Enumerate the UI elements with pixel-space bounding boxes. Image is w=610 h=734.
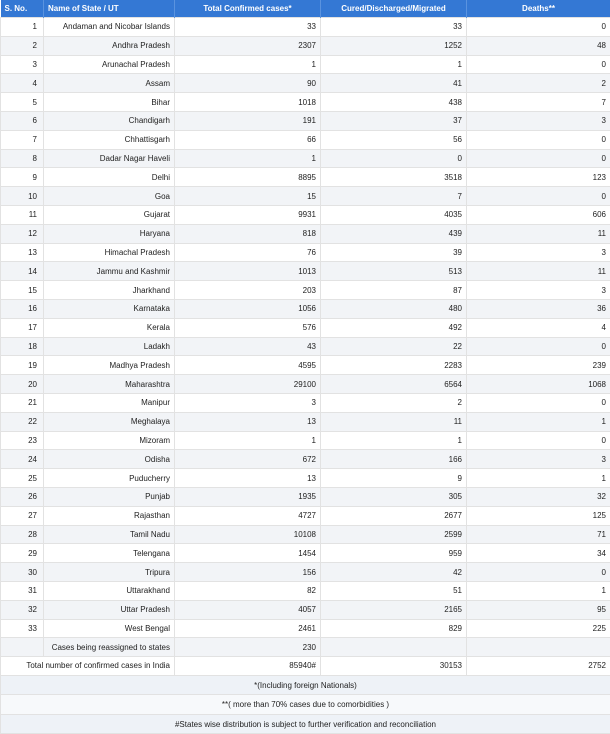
table-row [1, 168, 610, 187]
row-sno: 13 [1, 243, 44, 262]
row-deaths: 71 [467, 525, 610, 544]
table-row [1, 525, 610, 544]
table-row [1, 469, 610, 488]
table-row [1, 581, 610, 600]
row-confirmed: 1056 [175, 299, 321, 318]
table-body [1, 18, 610, 638]
row-deaths: 0 [467, 393, 610, 412]
row-confirmed: 2461 [175, 619, 321, 638]
table-row [1, 412, 610, 431]
header-sno: S. No. [1, 0, 44, 18]
row-cured: 959 [321, 544, 467, 563]
row-sno: 6 [1, 111, 44, 130]
row-deaths: 0 [467, 55, 610, 74]
row-cured: 39 [321, 243, 467, 262]
row-cured: 305 [321, 487, 467, 506]
row-state-name: West Bengal [44, 619, 175, 638]
row-cured: 1252 [321, 36, 467, 55]
row-sno: 15 [1, 281, 44, 300]
table-row [1, 18, 610, 37]
row-deaths: 32 [467, 487, 610, 506]
row-sno: 29 [1, 544, 44, 563]
row-state-name: Haryana [44, 224, 175, 243]
table-row [1, 375, 610, 394]
row-deaths: 34 [467, 544, 610, 563]
row-deaths: 125 [467, 506, 610, 525]
row-deaths: 0 [467, 563, 610, 582]
row-confirmed: 1018 [175, 93, 321, 112]
row-state-name: Maharashtra [44, 375, 175, 394]
note-row-verification [1, 714, 610, 734]
row-confirmed: 66 [175, 130, 321, 149]
table-row [1, 431, 610, 450]
row-sno: 14 [1, 262, 44, 281]
row-confirmed: 1 [175, 431, 321, 450]
table-row [1, 93, 610, 112]
row-deaths: 3 [467, 111, 610, 130]
row-confirmed: 1935 [175, 487, 321, 506]
row-deaths: 0 [467, 431, 610, 450]
table-row [1, 619, 610, 638]
row-cured: 2165 [321, 600, 467, 619]
total-row [1, 657, 610, 676]
row-state-name: Assam [44, 74, 175, 93]
row-sno: 24 [1, 450, 44, 469]
row-cured: 1 [321, 431, 467, 450]
row-sno: 32 [1, 600, 44, 619]
row-cured: 2677 [321, 506, 467, 525]
row-deaths: 0 [467, 130, 610, 149]
row-state-name: Chhattisgarh [44, 130, 175, 149]
row-state-name: Uttarakhand [44, 581, 175, 600]
table-row [1, 243, 610, 262]
row-confirmed: 672 [175, 450, 321, 469]
table-row [1, 149, 610, 168]
header-confirmed: Total Confirmed cases* [175, 0, 321, 18]
table-row [1, 544, 610, 563]
row-confirmed: 13 [175, 469, 321, 488]
row-deaths: 1 [467, 412, 610, 431]
row-confirmed: 203 [175, 281, 321, 300]
row-sno: 28 [1, 525, 44, 544]
row-sno: 12 [1, 224, 44, 243]
row-state-name: Himachal Pradesh [44, 243, 175, 262]
row-cured: 1 [321, 55, 467, 74]
table-row [1, 318, 610, 337]
row-sno: 25 [1, 469, 44, 488]
row-cured: 513 [321, 262, 467, 281]
row-sno: 2 [1, 36, 44, 55]
row-cured: 0 [321, 149, 467, 168]
row-cured: 11 [321, 412, 467, 431]
row-sno: 1 [1, 18, 44, 37]
row-confirmed: 82 [175, 581, 321, 600]
row-sno: 7 [1, 130, 44, 149]
row-state-name: Rajasthan [44, 506, 175, 525]
row-confirmed: 29100 [175, 375, 321, 394]
reassigned-confirmed: 230 [175, 638, 321, 657]
row-state-name: Arunachal Pradesh [44, 55, 175, 74]
row-sno: 5 [1, 93, 44, 112]
row-sno: 21 [1, 393, 44, 412]
table-header-row [1, 0, 610, 18]
row-state-name: Meghalaya [44, 412, 175, 431]
row-confirmed: 4057 [175, 600, 321, 619]
note-verification: #States wise distribution is subject to further verification and reconciliation [1, 714, 610, 734]
row-state-name: Kerala [44, 318, 175, 337]
table-row [1, 563, 610, 582]
table-row [1, 506, 610, 525]
table-row [1, 55, 610, 74]
row-deaths: 4 [467, 318, 610, 337]
row-deaths: 48 [467, 36, 610, 55]
row-deaths: 95 [467, 600, 610, 619]
row-state-name: Manipur [44, 393, 175, 412]
table-row [1, 487, 610, 506]
row-confirmed: 90 [175, 74, 321, 93]
row-confirmed: 15 [175, 187, 321, 206]
table-row [1, 262, 610, 281]
row-confirmed: 4727 [175, 506, 321, 525]
table-row [1, 111, 610, 130]
reassigned-sno [1, 638, 44, 657]
row-cured: 41 [321, 74, 467, 93]
row-state-name: Punjab [44, 487, 175, 506]
row-sno: 20 [1, 375, 44, 394]
row-deaths: 239 [467, 356, 610, 375]
table-row [1, 224, 610, 243]
row-cured: 56 [321, 130, 467, 149]
row-cured: 9 [321, 469, 467, 488]
header-deaths: Deaths** [467, 0, 610, 18]
table-row [1, 187, 610, 206]
row-sno: 31 [1, 581, 44, 600]
row-confirmed: 8895 [175, 168, 321, 187]
row-confirmed: 1454 [175, 544, 321, 563]
row-cured: 37 [321, 111, 467, 130]
table-row [1, 36, 610, 55]
row-deaths: 1 [467, 581, 610, 600]
row-sno: 4 [1, 74, 44, 93]
note-comorbidities: **( more than 70% cases due to comorbidities ) [1, 695, 610, 715]
row-cured: 3518 [321, 168, 467, 187]
row-deaths: 11 [467, 262, 610, 281]
row-cured: 438 [321, 93, 467, 112]
row-state-name: Uttar Pradesh [44, 600, 175, 619]
row-confirmed: 2307 [175, 36, 321, 55]
row-state-name: Mizoram [44, 431, 175, 450]
row-confirmed: 1 [175, 55, 321, 74]
row-confirmed: 76 [175, 243, 321, 262]
row-confirmed: 1 [175, 149, 321, 168]
row-state-name: Dadar Nagar Haveli [44, 149, 175, 168]
row-state-name: Andhra Pradesh [44, 36, 175, 55]
row-cured: 87 [321, 281, 467, 300]
table-row [1, 600, 610, 619]
row-sno: 16 [1, 299, 44, 318]
row-deaths: 0 [467, 149, 610, 168]
row-confirmed: 4595 [175, 356, 321, 375]
row-confirmed: 33 [175, 18, 321, 37]
row-state-name: Tripura [44, 563, 175, 582]
row-confirmed: 13 [175, 412, 321, 431]
row-deaths: 606 [467, 205, 610, 224]
reassigned-row [1, 638, 610, 657]
row-deaths: 123 [467, 168, 610, 187]
reassigned-deaths [467, 638, 610, 657]
row-state-name: Puducherry [44, 469, 175, 488]
row-deaths: 3 [467, 450, 610, 469]
row-sno: 18 [1, 337, 44, 356]
row-confirmed: 576 [175, 318, 321, 337]
row-sno: 9 [1, 168, 44, 187]
table-row [1, 281, 610, 300]
row-deaths: 36 [467, 299, 610, 318]
row-deaths: 0 [467, 18, 610, 37]
row-confirmed: 156 [175, 563, 321, 582]
row-confirmed: 1013 [175, 262, 321, 281]
row-sno: 3 [1, 55, 44, 74]
row-state-name: Karnataka [44, 299, 175, 318]
total-deaths: 2752 [467, 657, 610, 676]
note-row-comorbidities [1, 695, 610, 715]
total-cured: 30153 [321, 657, 467, 676]
row-cured: 4035 [321, 205, 467, 224]
note-foreign-nationals: *(Including foreign Nationals) [1, 675, 610, 695]
row-cured: 7 [321, 187, 467, 206]
row-confirmed: 9931 [175, 205, 321, 224]
row-state-name: Andaman and Nicobar Islands [44, 18, 175, 37]
row-state-name: Ladakh [44, 337, 175, 356]
row-state-name: Delhi [44, 168, 175, 187]
row-cured: 2 [321, 393, 467, 412]
row-sno: 27 [1, 506, 44, 525]
row-cured: 480 [321, 299, 467, 318]
row-deaths: 2 [467, 74, 610, 93]
row-state-name: Chandigarh [44, 111, 175, 130]
row-cured: 33 [321, 18, 467, 37]
row-state-name: Goa [44, 187, 175, 206]
table-row [1, 356, 610, 375]
row-sno: 22 [1, 412, 44, 431]
row-cured: 42 [321, 563, 467, 582]
row-deaths: 3 [467, 281, 610, 300]
row-cured: 2599 [321, 525, 467, 544]
row-cured: 439 [321, 224, 467, 243]
row-deaths: 11 [467, 224, 610, 243]
table-row [1, 450, 610, 469]
row-sno: 30 [1, 563, 44, 582]
row-sno: 26 [1, 487, 44, 506]
row-confirmed: 818 [175, 224, 321, 243]
row-deaths: 0 [467, 337, 610, 356]
reassigned-cured [321, 638, 467, 657]
row-cured: 166 [321, 450, 467, 469]
reassigned-label: Cases being reassigned to states [44, 638, 175, 657]
table-row [1, 74, 610, 93]
row-cured: 6564 [321, 375, 467, 394]
row-state-name: Jharkhand [44, 281, 175, 300]
table-row [1, 205, 610, 224]
row-cured: 51 [321, 581, 467, 600]
total-confirmed: 85940# [175, 657, 321, 676]
note-row-foreign [1, 675, 610, 695]
total-label: Total number of confirmed cases in India [1, 657, 175, 676]
row-sno: 33 [1, 619, 44, 638]
header-state: Name of State / UT [44, 0, 175, 18]
row-sno: 23 [1, 431, 44, 450]
row-sno: 17 [1, 318, 44, 337]
row-confirmed: 43 [175, 337, 321, 356]
table-row [1, 299, 610, 318]
row-state-name: Telengana [44, 544, 175, 563]
row-deaths: 1068 [467, 375, 610, 394]
row-deaths: 3 [467, 243, 610, 262]
header-cured: Cured/Discharged/Migrated [321, 0, 467, 18]
row-sno: 10 [1, 187, 44, 206]
row-cured: 22 [321, 337, 467, 356]
row-state-name: Bihar [44, 93, 175, 112]
row-deaths: 225 [467, 619, 610, 638]
row-state-name: Jammu and Kashmir [44, 262, 175, 281]
row-deaths: 1 [467, 469, 610, 488]
row-sno: 8 [1, 149, 44, 168]
table-row [1, 337, 610, 356]
table-footer [1, 638, 610, 734]
row-deaths: 0 [467, 187, 610, 206]
row-state-name: Odisha [44, 450, 175, 469]
table-row [1, 393, 610, 412]
row-cured: 2283 [321, 356, 467, 375]
row-cured: 492 [321, 318, 467, 337]
row-confirmed: 10108 [175, 525, 321, 544]
row-confirmed: 191 [175, 111, 321, 130]
row-state-name: Gujarat [44, 205, 175, 224]
row-state-name: Madhya Pradesh [44, 356, 175, 375]
row-sno: 19 [1, 356, 44, 375]
row-deaths: 7 [467, 93, 610, 112]
row-sno: 11 [1, 205, 44, 224]
row-confirmed: 3 [175, 393, 321, 412]
table-row [1, 130, 610, 149]
row-cured: 829 [321, 619, 467, 638]
row-state-name: Tamil Nadu [44, 525, 175, 544]
